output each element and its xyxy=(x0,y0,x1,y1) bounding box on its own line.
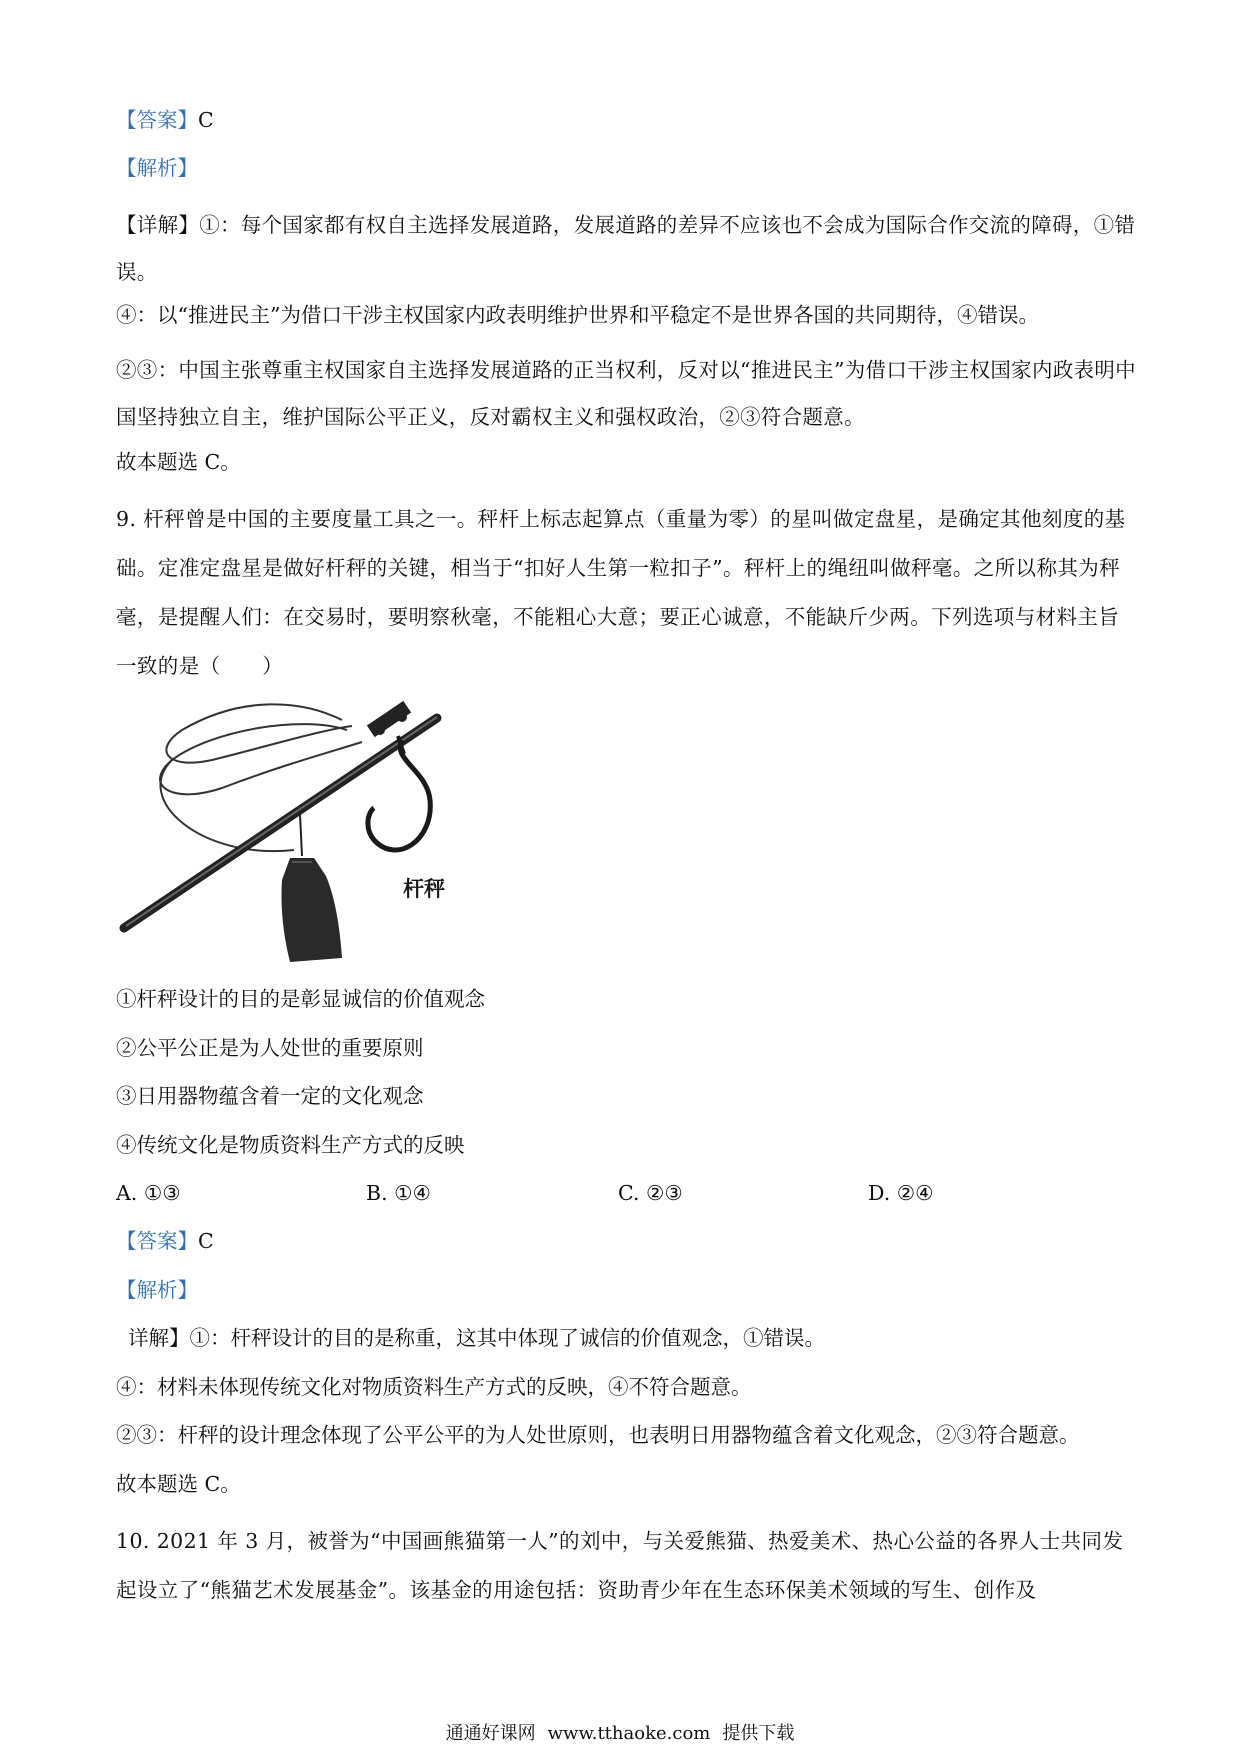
q8-answer-line xyxy=(116,105,1136,135)
answer-tag: 【答案】 xyxy=(116,108,198,132)
statement-4: ④传统文化是物质资料生产方式的反映 xyxy=(116,1133,465,1157)
q9-answer-line xyxy=(116,1226,1136,1256)
q9-stem: 9. 杆秤曾是中国的主要度量工具之一。秤杆上标志起算点（重量为零）的星叫做定盘星，是确定其他刻度的基础。定准定盘星是做好杆秤的关键，相当于“扣好人生第一粒扣子”。秤杆上的绳纽叫做秤毫。之所以称其为秤毫，是提醒人们：在交易时，要明察秋毫，不能粗心大意；要正心诚意，不能缺斤少两。下列选项与材料主旨一致的是（ ） xyxy=(116,507,1126,678)
statement-1: ①杆秤设计的目的是彰显诚信的价值观念 xyxy=(116,987,485,1011)
analysis-tag: 【解析】 xyxy=(116,1278,198,1302)
answer-value: C xyxy=(198,1229,214,1253)
option-b: B. ①④ xyxy=(366,1181,431,1205)
q8-conclusion: 故本题选 C。 xyxy=(116,450,241,474)
footer-site: 通通好课网 xyxy=(445,1723,536,1744)
footer-note: 提供下载 xyxy=(722,1723,795,1744)
option-c: C. ②③ xyxy=(618,1181,683,1205)
answer-value: C xyxy=(198,108,214,132)
q10-stem: 10. 2021 年 3 月，被誉为“中国画熊猫第一人”的刘中，与关爱熊猫、热爱美术、热心公益的各界人士共同发起设立了“熊猫艺术发展基金”。该基金的用途包括：资助青少年在生态环保美术领域的写生、创作及 xyxy=(116,1529,1124,1602)
analysis-tag: 【解析】 xyxy=(116,156,198,180)
q9-detail-1: 详解】①：杆秤设计的目的是称重，这其中体现了诚信的价值观念，①错误。 xyxy=(128,1326,825,1350)
q8-detail-3: ②③：中国主张尊重主权国家自主选择发展道路的正当权利，反对以“推进民主”为借口干涉主权国家内政表明中国坚持独立自主，维护国际公平正义，反对霸权主义和强权政治，②③符合题意。 xyxy=(116,358,1136,429)
steelyard-illustration xyxy=(112,690,457,975)
page-footer xyxy=(0,1722,1240,1746)
footer-url[interactable]: www.tthaoke.com xyxy=(547,1723,711,1744)
q9-conclusion: 故本题选 C。 xyxy=(116,1472,241,1496)
answer-tag: 【答案】 xyxy=(116,1229,198,1253)
statement-2: ②公平公正是为人处世的重要原则 xyxy=(116,1036,424,1060)
q8-detail-2: ④：以“推进民主”为借口干涉主权国家内政表明维护世界和平稳定不是世界各国的共同期待，④错误。 xyxy=(116,303,1039,327)
q8-detail-1: 【详解】①：每个国家都有权自主选择发展道路，发展道路的差异不应该也不会成为国际合作交流的障碍，①错误。 xyxy=(116,213,1136,284)
figure-caption: 杆秤 xyxy=(403,877,445,901)
q9-detail-3: ②③：杆秤的设计理念体现了公平公平的为人处世原则，也表明日用器物蕴含着文化观念，②③符合题意。 xyxy=(116,1423,1080,1447)
option-a: A. ①③ xyxy=(116,1181,181,1205)
q9-detail-2: ④：材料未体现传统文化对物质资料生产方式的反映，④不符合题意。 xyxy=(116,1375,752,1399)
statement-3: ③日用器物蕴含着一定的文化观念 xyxy=(116,1084,424,1108)
option-d: D. ②④ xyxy=(868,1181,934,1205)
